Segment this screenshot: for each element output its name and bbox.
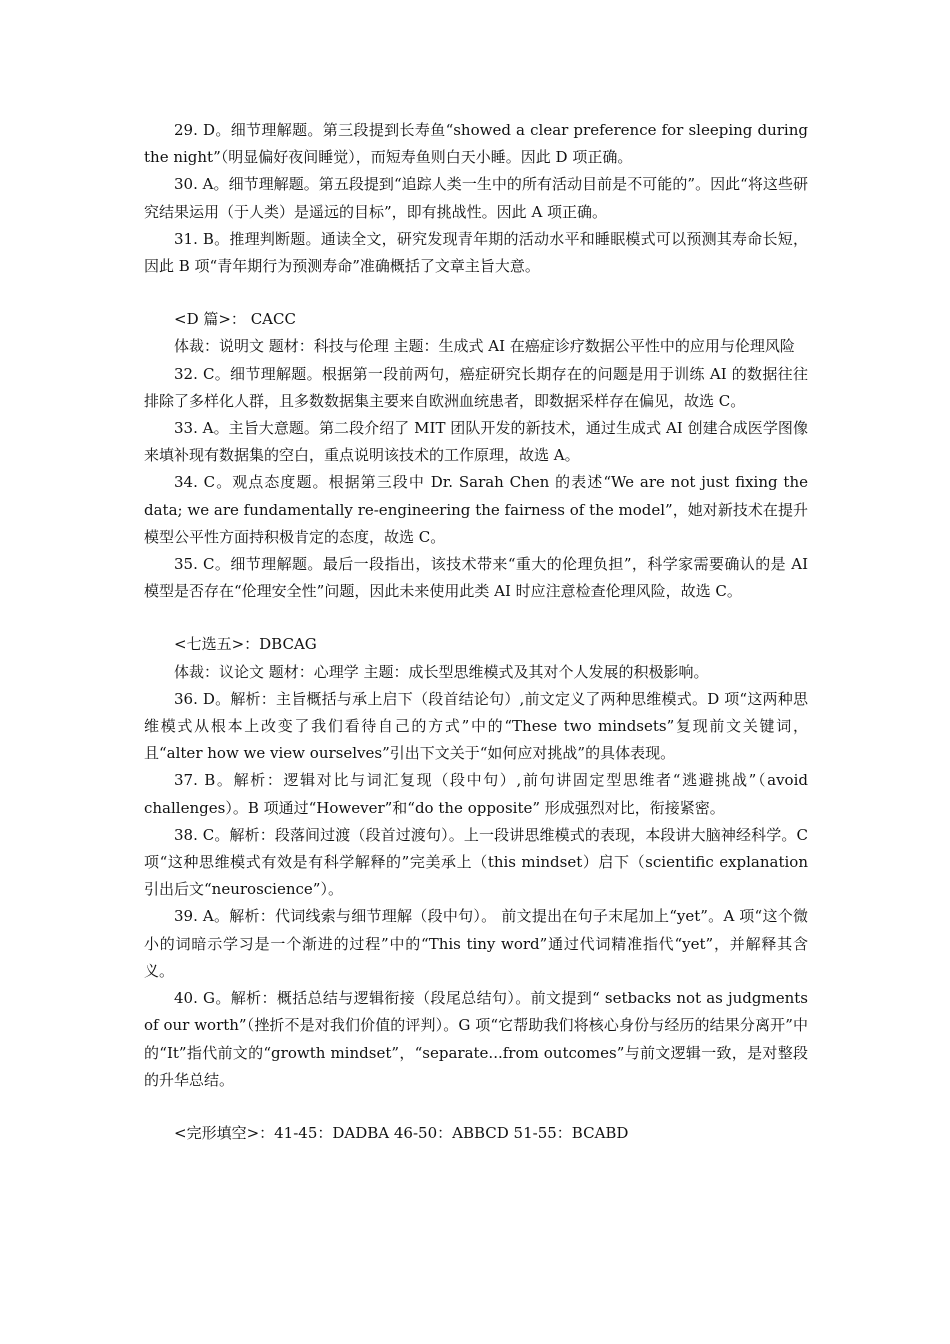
answer-34: 34. C。观点态度题。根据第三段中 Dr. Sarah Chen 的表述“We are not just fixing the data; we are fundamentally re-engineering the fairness of the model”，她对新技术在提升模型公平性方面持积极肯定的态度，故选 C。 [144,473,808,546]
answer-29: 29. D。细节理解题。第三段提到长寿鱼“showed a clear preference for sleeping during the night”（明显偏好夜间睡觉），而短寿鱼则白天小睡。因此 D 项正确。 [144,121,808,167]
answer-38: 38. C。解析：段落间过渡（段首过渡句）。上一段讲思维模式的表现，本段讲大脑神经科学。C 项“这种思维模式有效是有科学解释的”完美承上（this mindset）启下（scientific explanation 引出后文“neuroscience”）。 [144,825,808,899]
answer-32: 32. C。细节理解题。根据第一段前两句，癌症研究长期存在的问题是用于训练 AI 的数据往往排除了多样化人群，且多数数据集主要来自欧洲血统患者，即数据采样存在偏见，故选 C。 [144,364,808,410]
answer-33: 33. A。主旨大意题。第二段介绍了 MIT 团队开发的新技术，通过生成式 AI 创建合成医学图像来填补现有数据集的空白，重点说明该技术的工作原理，故选 A。 [144,419,808,465]
answer-36: 36. D。解析：主旨概括与承上启下（段首结论句）,前文定义了两种思维模式。D 项“这两种思维模式从根本上改变了我们看待自己的方式”中的“These two mindsets”复现前文关键词，且“alter how we view ourselves”引出下文关于“如何应对挑战”的具体表现。 [144,689,808,763]
answer-35: 35. C。细节理解题。最后一段指出，该技术带来“重大的伦理负担”，科学家需要确认的是 AI 模型是否存在“伦理安全性”问题，因此未来使用此类 AI 时应注意检查伦理风险，故选 C。 [144,555,808,601]
section-d-genre: 体裁：说明文 题材：科技与伦理 主题：生成式 AI 在癌症诊疗数据公平性中的应用与伦理风险 [174,337,795,356]
seven-choose-five-genre: 体裁：议论文 题材：心理学 主题：成长型思维模式及其对个人发展的积极影响。 [174,662,709,681]
cloze-heading: <完形填空>：41-45：DADBA 46-50：ABBCD 51-55：BCABD [174,1123,629,1142]
answer-31: 31. B。推理判断题。通读全文，研究发现青年期的活动水平和睡眠模式可以预测其寿命长短，因此 B 项“青年期行为预测寿命”准确概括了文章主旨大意。 [144,229,808,276]
seven-choose-five-heading: <七选五>：DBCAG [174,635,317,654]
answer-39: 39. A。解析：代词线索与细节理解（段中句）。 前文提出在句子末尾加上“yet”。A 项“这个微小的词暗示学习是一个渐进的过程”中的“This tiny word”通过代词精准指代“yet”，并解释其含义。 [144,907,808,980]
section-d-heading: <D 篇>： CACC [174,310,296,329]
answer-key-page [144,117,808,1147]
answer-40: 40. G。解析：概括总结与逻辑衔接（段尾总结句）。前文提到“ setbacks not as judgments of our worth”（挫折不是对我们价值的评判）。G 项“它帮助我们将核心身份与经历的结果分离开”中的“It”指代前文的“growth mindset”，“separate...from outcomes”与前文逻辑一致，是对整段的升华总结。 [144,989,808,1089]
answer-30: 30. A。细节理解题。第五段提到“追踪人类一生中的所有活动目前是不可能的”。因此“将这些研究结果运用（于人类）是遥远的目标”，即有挑战性。因此 A 项正确。 [144,175,808,221]
answer-37: 37. B。解析：逻辑对比与词汇复现（段中句）,前句讲固定型思维者“逃避挑战”（avoid challenges）。B 项通过“However”和“do the opposite” 形成强烈对比，衔接紧密。 [144,771,808,817]
